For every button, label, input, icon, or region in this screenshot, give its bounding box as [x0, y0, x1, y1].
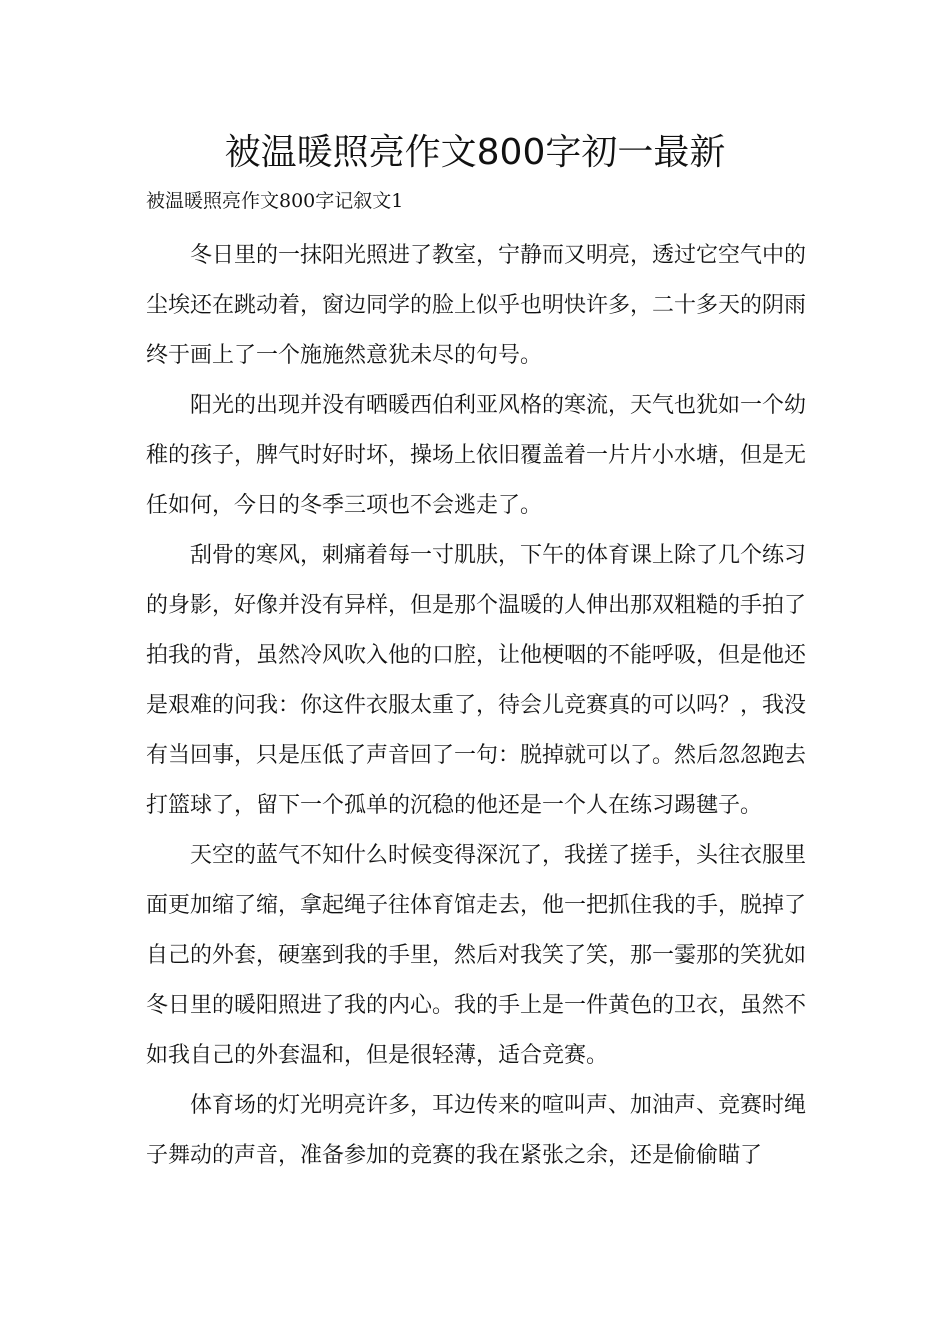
document-body	[146, 231, 806, 1181]
document-subtitle: 被温暖照亮作文800字记叙文1	[146, 190, 404, 212]
paragraph-5: 体育场的灯光明亮许多，耳边传来的喧叫声、加油声、竞赛时绳子舞动的声音，准备参加的竞赛的我在紧张之余，还是偷偷瞄了	[146, 1093, 807, 1168]
paragraph-1: 冬日里的一抹阳光照进了教室，宁静而又明亮，透过它空气中的尘埃还在跳动着，窗边同学的脸上似乎也明快许多，二十多天的阴雨终于画上了一个施施然意犹未尽的句号。	[146, 243, 807, 368]
paragraph-2: 阳光的出现并没有晒暖西伯利亚风格的寒流，天气也犹如一个幼稚的孩子，脾气时好时坏，操场上依旧覆盖着一片片小水塘，但是无任如何，今日的冬季三项也不会逃走了。	[146, 393, 807, 518]
paragraph-3: 刮骨的寒风，刺痛着每一寸肌肤，下午的体育课上除了几个练习的身影，好像并没有异样，但是那个温暖的人伸出那双粗糙的手拍了拍我的背，虽然冷风吹入他的口腔，让他梗咽的不能呼吸，但是他还是艰难的问我：你这件衣服太重了，待会儿竞赛真的可以吗？，我没有当回事，只是压低了声音回了一句：脱掉就可以了。然后忽忽跑去打篮球了，留下一个孤单的沉稳的他还是一个人在练习踢毽子。	[146, 543, 807, 818]
document-title: 被温暖照亮作文800字初一最新	[224, 132, 726, 173]
paragraph-4: 天空的蓝气不知什么时候变得深沉了，我搓了搓手，头往衣服里面更加缩了缩，拿起绳子往体育馆走去，他一把抓住我的手，脱掉了自己的外套，硬塞到我的手里，然后对我笑了笑，那一霎那的笑犹如冬日里的暖阳照进了我的内心。我的手上是一件黄色的卫衣，虽然不如我自己的外套温和，但是很轻薄，适合竞赛。	[146, 843, 807, 1068]
